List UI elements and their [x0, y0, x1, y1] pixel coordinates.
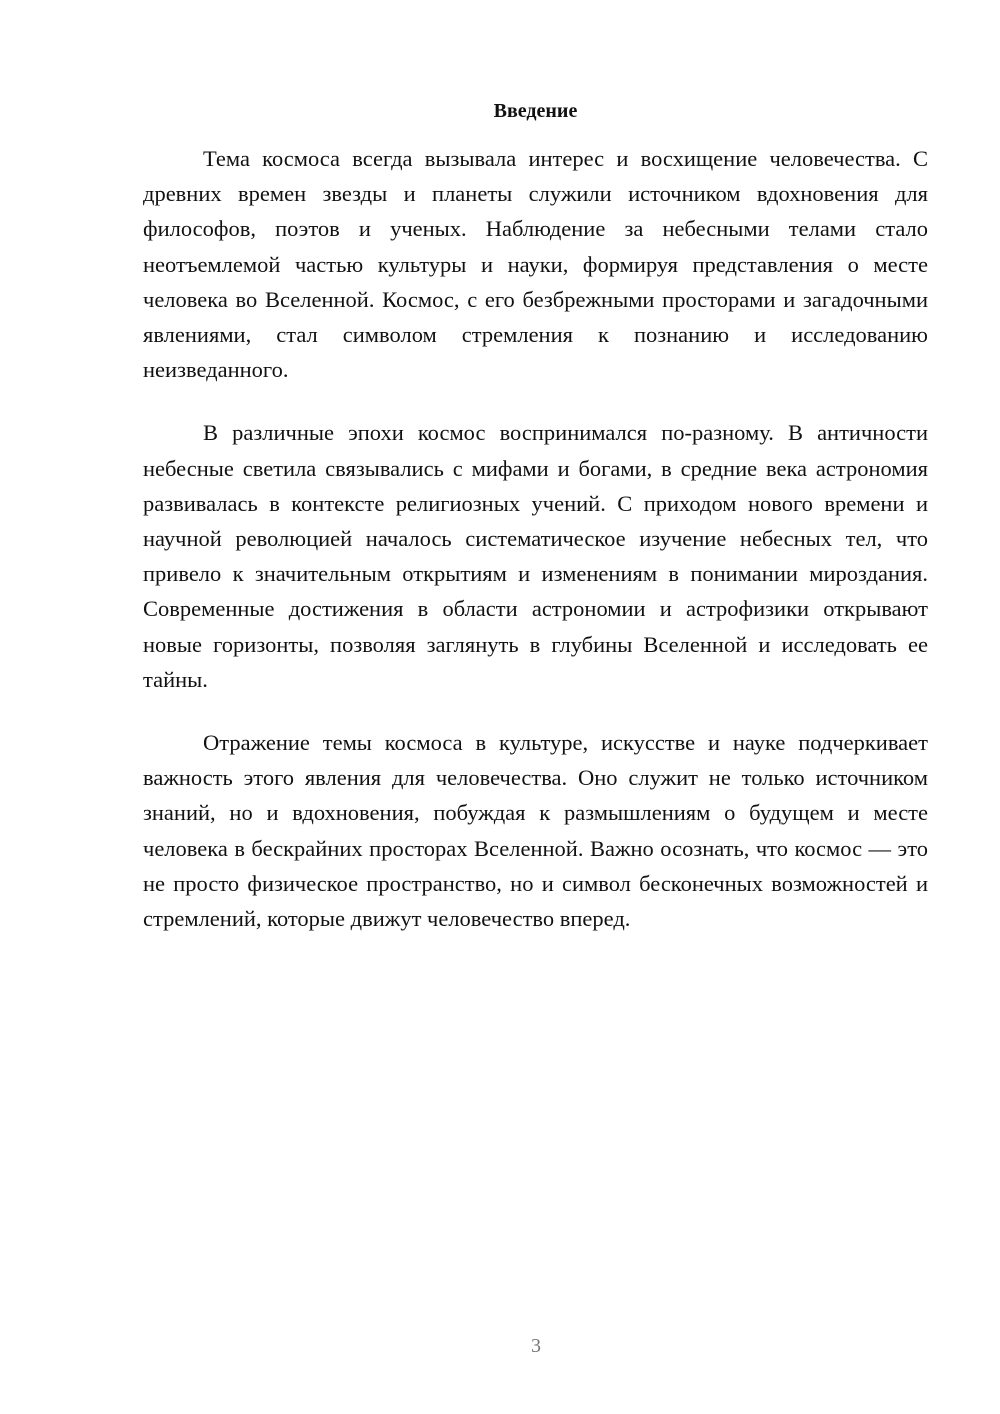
document-body: [143, 141, 928, 964]
page-title: Введение: [493, 100, 578, 122]
paragraph-2: В различные эпохи космос воспринимался по-разному. В античности небесные светила связывались с мифами и богами, в средние века астрономия развивалась в контексте религиозных учений. С приходом нового времени и научной революцией началось систематическое изучение небесных тел, что привело к значительным открытиям и изменениям в понимании мироздания. Современные достижения в области астрономии и астрофизики открывают новые горизонты, позволяя заглянуть в глубины Вселенной и исследовать ее тайны.: [143, 420, 928, 692]
paragraph-3: Отражение темы космоса в культуре, искусстве и науке подчеркивает важность этого явления для человечества. Оно служит не только источником знаний, но и вдохновения, побуждая к размышлениям о будущем и месте человека в бескрайних просторах Вселенной. Важно осознать, что космос — это не просто физическое пространство, но и символ бесконечных возможностей и стремлений, которые движут человечество вперед.: [143, 730, 928, 932]
paragraph-1: Тема космоса всегда вызывала интерес и восхищение человечества. С древних времен звезды и планеты служили источником вдохновения для философов, поэтов и ученых. Наблюдение за небесными телами стало неотъемлемой частью культуры и науки, формируя представления о месте человека во Вселенной. Космос, с его безбрежными просторами и загадочными явлениями, стал символом стремления к познанию и исследованию неизведанного.: [143, 146, 928, 383]
page-number: 3: [531, 1335, 541, 1357]
